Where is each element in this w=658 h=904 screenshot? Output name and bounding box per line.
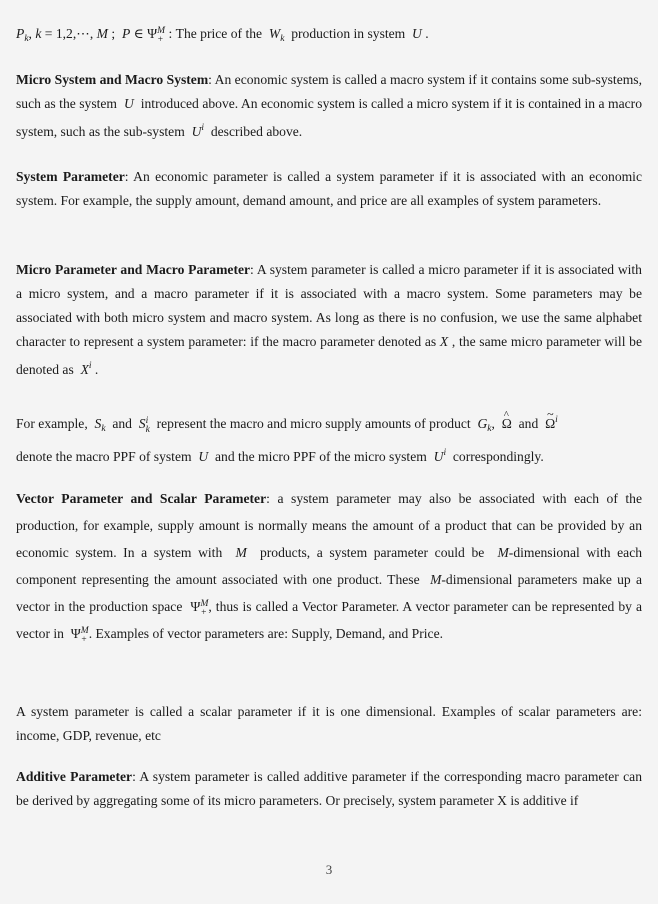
section-title: Additive Parameter	[16, 769, 133, 784]
vector-scalar-paragraph: Vector Parameter and Scalar Parameter: a system parameter may also be associated with each of the production, for example, supply amount is normally means the amount of a product that can be provided by an economic system. In a system with M products, a system parameter could be M-dimensional with each component representing the amount associated with one product. These M-dimensional parameters make up a vector in the production space Ψ M + , thus is called a Vector Parameter. A vector parameter can be represented by a vector in Ψ M + . Examples of vector parameters are: Supply, Demand, and Price.	[16, 491, 643, 645]
micro-macro-system-paragraph: Micro System and Macro System: An economic system is called a macro system if it contains some sub-systems, such as the system U introduced above. An economic system is called a micro system if it is contained in a macro system, such as the sub-system $U^i$ described above.	[16, 72, 643, 139]
micro-macro-parameter-paragraph: Micro Parameter and Macro Parameter: A system parameter is called a micro parameter if it is associated with a micro system, and a macro parameter if it is associated with a macro system. Some parameters may be associated with both micro system and macro system. As long as there is no confusion, we use the same alphabet character to represent a system parameter: if the macro parameter denoted as X , the same micro parameter will be denoted as $X^i$ .	[16, 262, 642, 377]
notation-line: $P_k$, k = 1,2,⋯, M ; P ∈ Ψ M + : The price of the $W_k$ production in system U .	[16, 26, 429, 45]
example-paragraph: For example, $S_k$ and S i k represent the macro and micro supply amounts of product $G_k$, ^ Ω and ~ $\Omega^i$ denote the macro PPF of system U and the micro PPF of the micro system $U^i$ correspondingly.	[16, 408, 642, 469]
section-title: Vector Parameter and Scalar Parameter	[16, 491, 267, 506]
section-title: Micro Parameter and Macro Parameter	[16, 262, 251, 277]
scalar-paragraph: A system parameter is called a scalar parameter if it is one dimensional. Examples of scalar parameters are: income, GDP, revenue, etc	[16, 704, 642, 743]
notation-text-2: production in system	[291, 26, 406, 41]
section-title: Micro System and Macro System	[16, 72, 209, 87]
section-title: System Parameter	[16, 169, 125, 184]
notation-text: : The price of the	[168, 26, 263, 41]
additive-parameter-paragraph: Additive Parameter: A system parameter is called additive parameter if the corresponding macro parameter can be derived by aggregating some of its micro parameters. Or precisely, system parameter X is additive if	[16, 769, 642, 808]
page-number: 3	[325, 862, 333, 877]
system-parameter-paragraph: System Parameter: An economic parameter is called a system parameter if it is associated with an economic system. For example, the supply amount, demand amount, and price are all examples of system parameters.	[16, 169, 642, 208]
